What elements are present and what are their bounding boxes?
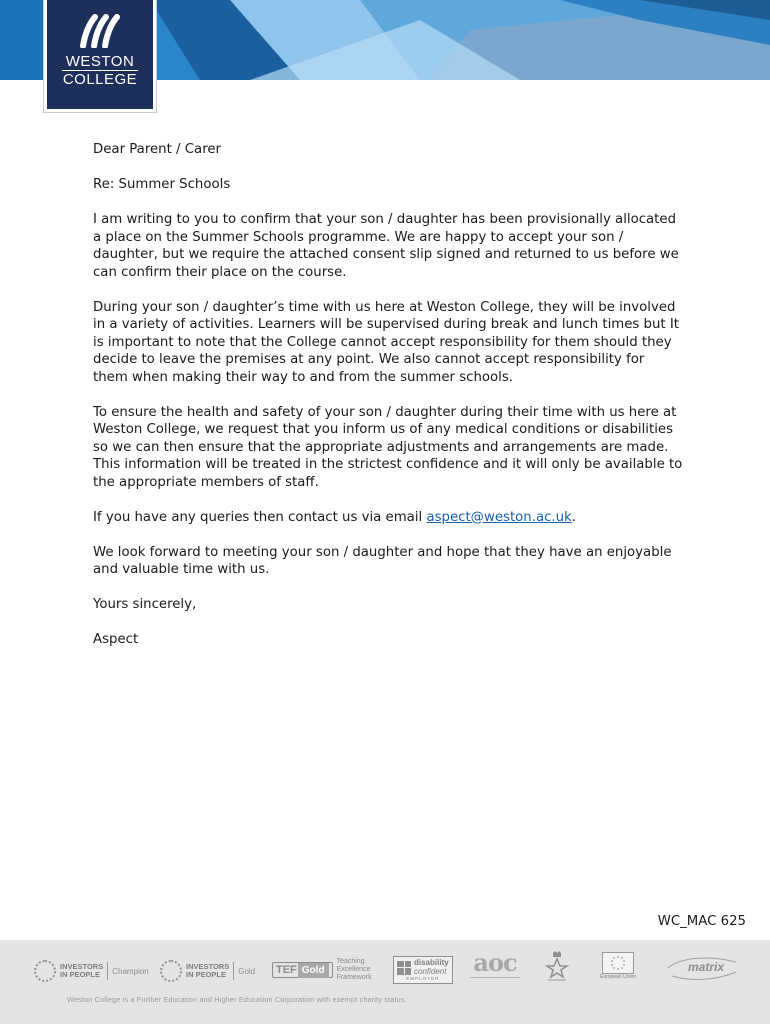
matrix-standard-logo [662,954,742,984]
iip-line1: INVESTORS [186,962,230,971]
tef-desc-3: Framework [336,974,372,981]
tef-gold-logo [272,958,372,982]
tef-desc-2: Excellence [336,966,371,973]
queens-crest-icon [544,950,570,984]
weston-college-logo [44,0,156,112]
iip-line2: IN PEOPLE [186,970,227,979]
footer-charity-note: Weston College is a Further Education and Higher Education Corporation with exempt charity status. [67,995,407,1004]
iip-grade: Gold [238,966,256,976]
sign-off: Yours sincerely, [93,597,197,612]
investors-ring-icon [34,960,56,982]
letter-body [93,141,683,666]
tef-desc-1: Teaching [336,958,365,965]
paragraph-confirmation: I am writing to you to confirm that your son / daughter has been provisionally allocated a place on the Summer Schools programme. We are happy to accept your son / daughter, but we require the attached consent slip signed and returned to us before we can confirm their place on the course. [93,212,679,280]
tef-grade: Gold [298,963,329,978]
reference-code: WC_MAC 625 [657,914,746,929]
disability-confident-icon [397,961,411,975]
subject-line: Re: Summer Schools [93,177,231,192]
iip-line1: INVESTORS [60,962,104,971]
iip-line2: IN PEOPLE [60,970,101,979]
iip-grade: Champion [112,966,149,976]
paragraph-queries [93,509,683,527]
eu-label: European Union [600,974,637,980]
email-link[interactable]: aspect@weston.ac.uk [426,509,572,525]
logo-mark-icon [75,14,125,48]
eu-flag-icon [602,952,634,974]
signature: Aspect [93,632,139,647]
aoc-text: aoc [473,948,517,977]
logo-text-college: COLLEGE [62,71,138,88]
logo-text-weston: WESTON [65,53,135,70]
matrix-word: matrix [688,960,725,974]
investors-ring-icon [160,960,182,982]
paragraph-closing: We look forward to meeting your son / daughter and hope that they have an enjoyable and valuable time with us. [93,544,672,577]
queens-award-logo [544,950,570,984]
investors-in-people-champion-logo [34,960,149,982]
disability-confident-logo [393,956,453,984]
dc-word3: EMPLOYER [406,976,440,981]
salutation: Dear Parent / Carer [93,142,222,157]
paragraph-health-safety: To ensure the health and safety of your son / daughter during their time with us here at Weston College, we request that you inform us of any medical conditions or disabilities so we can then ensure that the appropriate adjustments and arrangements are made. This information will be treated in the strictest confidence and it will only be available to the appropriate members of staff. [93,404,683,490]
dc-word2: confident [414,967,447,976]
tef-label: TEF [276,964,297,976]
investors-in-people-gold-logo [160,960,255,982]
paragraph-supervision: During your son / daughter’s time with us here at Weston College, they will be involved in a variety of activities. Learners will be supervised during break and lunch times but It is important to note that the College cannot accept responsibility for them should they decide to leave the premises at any point. We also cannot accept responsibility for them when making their way to and from the summer schools. [93,299,680,385]
queries-text: If you have any queries then contact us via email [93,509,427,525]
accreditation-footer [0,940,770,1024]
aoc-logo [470,948,520,982]
dc-word1: disability [414,958,449,967]
european-union-logo [600,952,636,980]
queries-period: . [571,509,576,525]
